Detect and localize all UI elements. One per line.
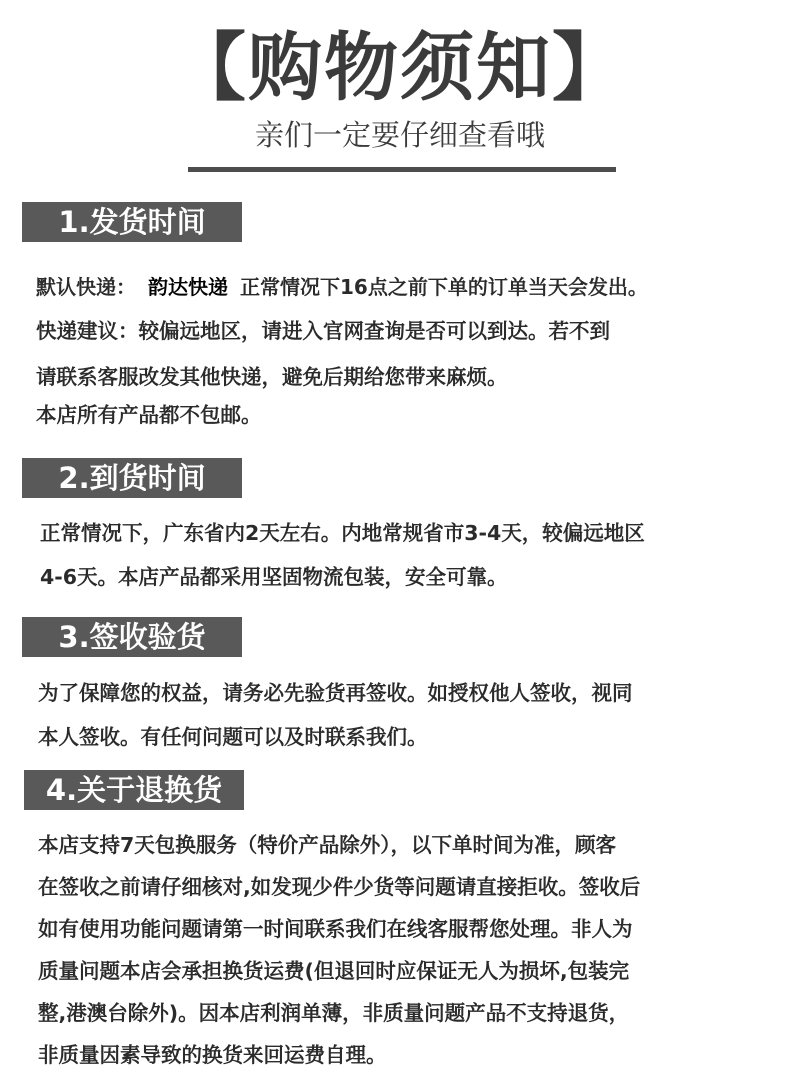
section-heading-shipping-time: 1.发货时间: [22, 202, 242, 242]
courier-name-highlight: 韵达快递: [148, 275, 228, 299]
paragraph-line: 快递建议：较偏远地区，请进入官网查询是否可以到达。若不到: [36, 319, 610, 343]
paragraph-line: 质量问题本店会承担换货运费(但退回时应保证无人为损坏,包装完: [38, 959, 630, 983]
paragraph-line: 为了保障您的权益，请务必先验货再签收。如授权他人签收，视同: [38, 681, 633, 705]
section-body-receipt-inspection: [38, 678, 633, 752]
courier-suffix: 正常情况下16点之前下单的订单当天会发出。: [240, 275, 648, 299]
section-body-shipping-time: [36, 272, 648, 430]
paragraph-line: 整,港澳台除外)。因本店利润单薄，非质量问题产品不支持退货，: [38, 1001, 630, 1025]
shipping-default-courier-line: [36, 272, 648, 304]
title-divider: [188, 167, 616, 172]
section-body-delivery-time: [40, 518, 645, 592]
page-title: 【购物须知】: [172, 25, 628, 111]
paragraph-line: 4-6天。本店产品都采用坚固物流包装，安全可靠。: [40, 565, 508, 589]
paragraph-line: 本店所有产品都不包邮。: [36, 403, 262, 427]
page-subtitle: 亲们一定要仔细查看哦: [254, 118, 545, 152]
section-heading-receipt-inspection: 3.签收验货: [22, 617, 242, 657]
paragraph-line: 在签收之前请仔细核对,如发现少件少货等问题请直接拒收。签收后: [38, 875, 641, 899]
courier-prefix: 默认快递：: [36, 275, 136, 299]
paragraph-line: 正常情况下，广东省内2天左右。内地常规省市3-4天，较偏远地区: [40, 521, 645, 545]
section-body-returns-exchanges: [38, 830, 640, 1070]
paragraph-line: 本人签收。有任何问题可以及时联系我们。: [38, 725, 428, 749]
section-heading-returns-exchanges: 4.关于退换货: [24, 770, 244, 810]
section-heading-delivery-time: 2.到货时间: [22, 458, 242, 498]
paragraph-line: 非质量因素导致的换货来回运费自理。: [38, 1043, 387, 1067]
paragraph-line: 如有使用功能问题请第一时间联系我们在线客服帮您处理。非人为: [38, 917, 633, 941]
paragraph-line: 本店支持7天包换服务（特价产品除外），以下单时间为准，顾客: [38, 833, 617, 857]
paragraph-line: 请联系客服改发其他快递，避免后期给您带来麻烦。: [36, 365, 508, 389]
